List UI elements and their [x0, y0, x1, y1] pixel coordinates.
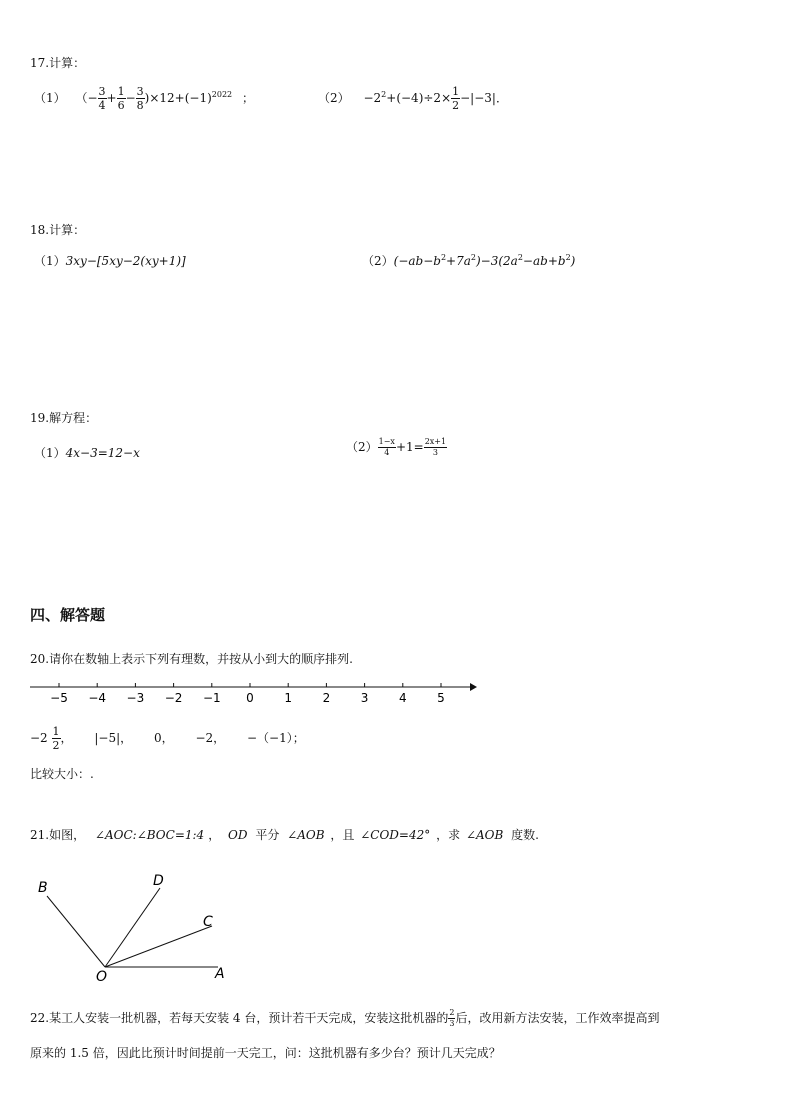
- plus-sign: +: [106, 91, 117, 105]
- axis-tick-label: 2: [322, 691, 331, 705]
- q21-text-a: 21.如图，: [30, 828, 86, 842]
- numerator: 2: [449, 1008, 455, 1017]
- denominator: 4: [98, 99, 106, 112]
- q22-line2: 原来的 1.5 倍，因此比预计时间提前一天完工，问：这批机器有多少台？预计几天完成？: [30, 1046, 501, 1060]
- q19-part1-expression: 4x−3=12−x: [65, 446, 140, 460]
- q17-part1: [34, 86, 254, 111]
- exponent: 2: [470, 253, 476, 262]
- axis-tick-label: 5: [437, 691, 445, 705]
- fraction: [98, 86, 107, 111]
- denominator: 2: [52, 739, 60, 752]
- q21-text-e: ，求: [436, 828, 461, 842]
- numerator: 3: [98, 85, 106, 98]
- q19-title: 19.解方程：: [30, 411, 98, 425]
- exponent: 2: [440, 253, 447, 262]
- numerator: 2x+1: [424, 437, 447, 446]
- exponent: 2022: [211, 90, 233, 99]
- q21-question: [30, 826, 539, 843]
- q17-p1-tail: )×12+(−1): [144, 91, 212, 105]
- q18-p2-d: −ab+b: [522, 254, 566, 268]
- q21-aob: ∠AOB: [287, 828, 325, 842]
- q20-title: 20.请你在数轴上表示下列有理数，并按从小到大的顺序排列.: [30, 652, 353, 666]
- q19-part1-label: （1）: [34, 446, 66, 460]
- q18-part1-expression: 3xy−[5xy−2(xy+1)]: [65, 254, 186, 268]
- q21-aob: ∠AOB: [465, 828, 504, 842]
- q17-p2-c: −|−3|．: [460, 91, 508, 105]
- fraction: [117, 86, 126, 111]
- axis-tick-label: 0: [246, 691, 254, 705]
- q19-part2: [346, 438, 447, 457]
- point-label-o: O: [96, 969, 108, 982]
- exponent: 2: [565, 253, 571, 262]
- fraction: [136, 86, 145, 111]
- denominator: 4: [384, 448, 390, 457]
- numerator: 1−x: [378, 437, 395, 446]
- q20-n1: −2: [30, 731, 48, 745]
- number-line: [28, 676, 480, 708]
- section-heading: 四、解答题: [30, 606, 106, 624]
- axis-tick-label: −5: [50, 691, 68, 705]
- q18-p2-a: (−ab−b: [393, 254, 441, 268]
- q20-n4: −2，: [195, 731, 226, 745]
- q18-p2-e: ): [570, 254, 576, 268]
- semicolon: ；: [241, 91, 254, 105]
- q18-part1-label: （1）: [34, 254, 66, 268]
- denominator: 6: [117, 99, 125, 112]
- denominator: 8: [136, 99, 144, 112]
- q18-title: 18.计算：: [30, 223, 86, 237]
- axis-tick-label: 3: [360, 691, 369, 705]
- fraction: [424, 438, 447, 457]
- q17-part2-label: （2）: [318, 91, 350, 105]
- point-label-a: A: [215, 966, 225, 982]
- q18-part1: [34, 252, 186, 269]
- separator: ，: [60, 731, 73, 745]
- denominator: 3: [449, 1019, 455, 1028]
- q22-line1-b: 后，改用新方法安装，工作效率提高到: [455, 1011, 660, 1025]
- q19-p2-mid: +1=: [395, 440, 424, 454]
- q17-p2-a: −2: [363, 91, 382, 105]
- q18-part2: [362, 252, 575, 269]
- q19-part1: [34, 444, 140, 461]
- q17-part2: [318, 86, 508, 111]
- axis-tick-label: 4: [398, 691, 407, 705]
- axis-tick-label: −4: [88, 691, 107, 705]
- q21-text-d: ，且: [330, 828, 355, 842]
- axis-tick-label: −3: [126, 691, 145, 705]
- fraction: [451, 86, 460, 111]
- q19-part2-label: （2）: [346, 440, 378, 454]
- denominator: 3: [432, 448, 438, 457]
- ray-ob: [47, 896, 105, 967]
- q17-part1-label: （1）: [34, 91, 66, 105]
- q20-n2: |−5|，: [94, 731, 133, 745]
- q17-p2-b: +(−4)÷2×: [386, 91, 452, 105]
- q21-text-b: ，: [208, 828, 221, 842]
- axis-tick-label: 1: [284, 691, 293, 705]
- exponent: 2: [517, 253, 523, 262]
- q22-line1-a: 22.某工人安装一批机器，若每天安装 4 台，预计若干天完成，安装这批机器的: [30, 1011, 449, 1025]
- q18-p2-c: )−3(2a: [475, 254, 518, 268]
- fraction: [378, 438, 396, 457]
- q17-p1-open: （−: [75, 91, 98, 105]
- q17-title: 17.计算：: [30, 56, 86, 70]
- point-label-c: C: [203, 914, 213, 930]
- axis-tick-label: −2: [164, 691, 183, 705]
- fraction: [52, 726, 61, 751]
- denominator: 2: [452, 99, 460, 112]
- arrow-icon: [470, 683, 477, 691]
- exponent: 2: [381, 90, 387, 99]
- q20-n3: 0，: [153, 731, 174, 745]
- q18-p2-b: +7a: [446, 254, 471, 268]
- ray-oc: [105, 926, 212, 967]
- numerator: 1: [52, 725, 60, 738]
- q21-ratio: ∠AOC:∠BOC=1:4: [94, 828, 205, 842]
- q21-cod: ∠COD=42°: [360, 828, 431, 842]
- angle-figure: [30, 870, 240, 982]
- q21-text-c: 平分: [255, 828, 280, 842]
- q20-n5: −（−1）；: [246, 731, 305, 745]
- point-label-b: B: [38, 880, 48, 896]
- q21-text-f: 度数.: [511, 828, 539, 842]
- numerator: 1: [117, 85, 125, 98]
- q20-numbers: [30, 726, 305, 751]
- axis-tick-label: −1: [202, 691, 221, 705]
- q21-od: OD: [228, 828, 248, 842]
- numerator: 3: [136, 85, 144, 98]
- q20-compare: 比较大小：.: [30, 767, 94, 781]
- q18-part2-label: （2）: [362, 254, 394, 268]
- minus-sign: −: [125, 91, 136, 105]
- q22-line1: [30, 1009, 659, 1028]
- ray-od: [105, 888, 160, 967]
- numerator: 1: [452, 85, 460, 98]
- point-label-d: D: [153, 873, 164, 889]
